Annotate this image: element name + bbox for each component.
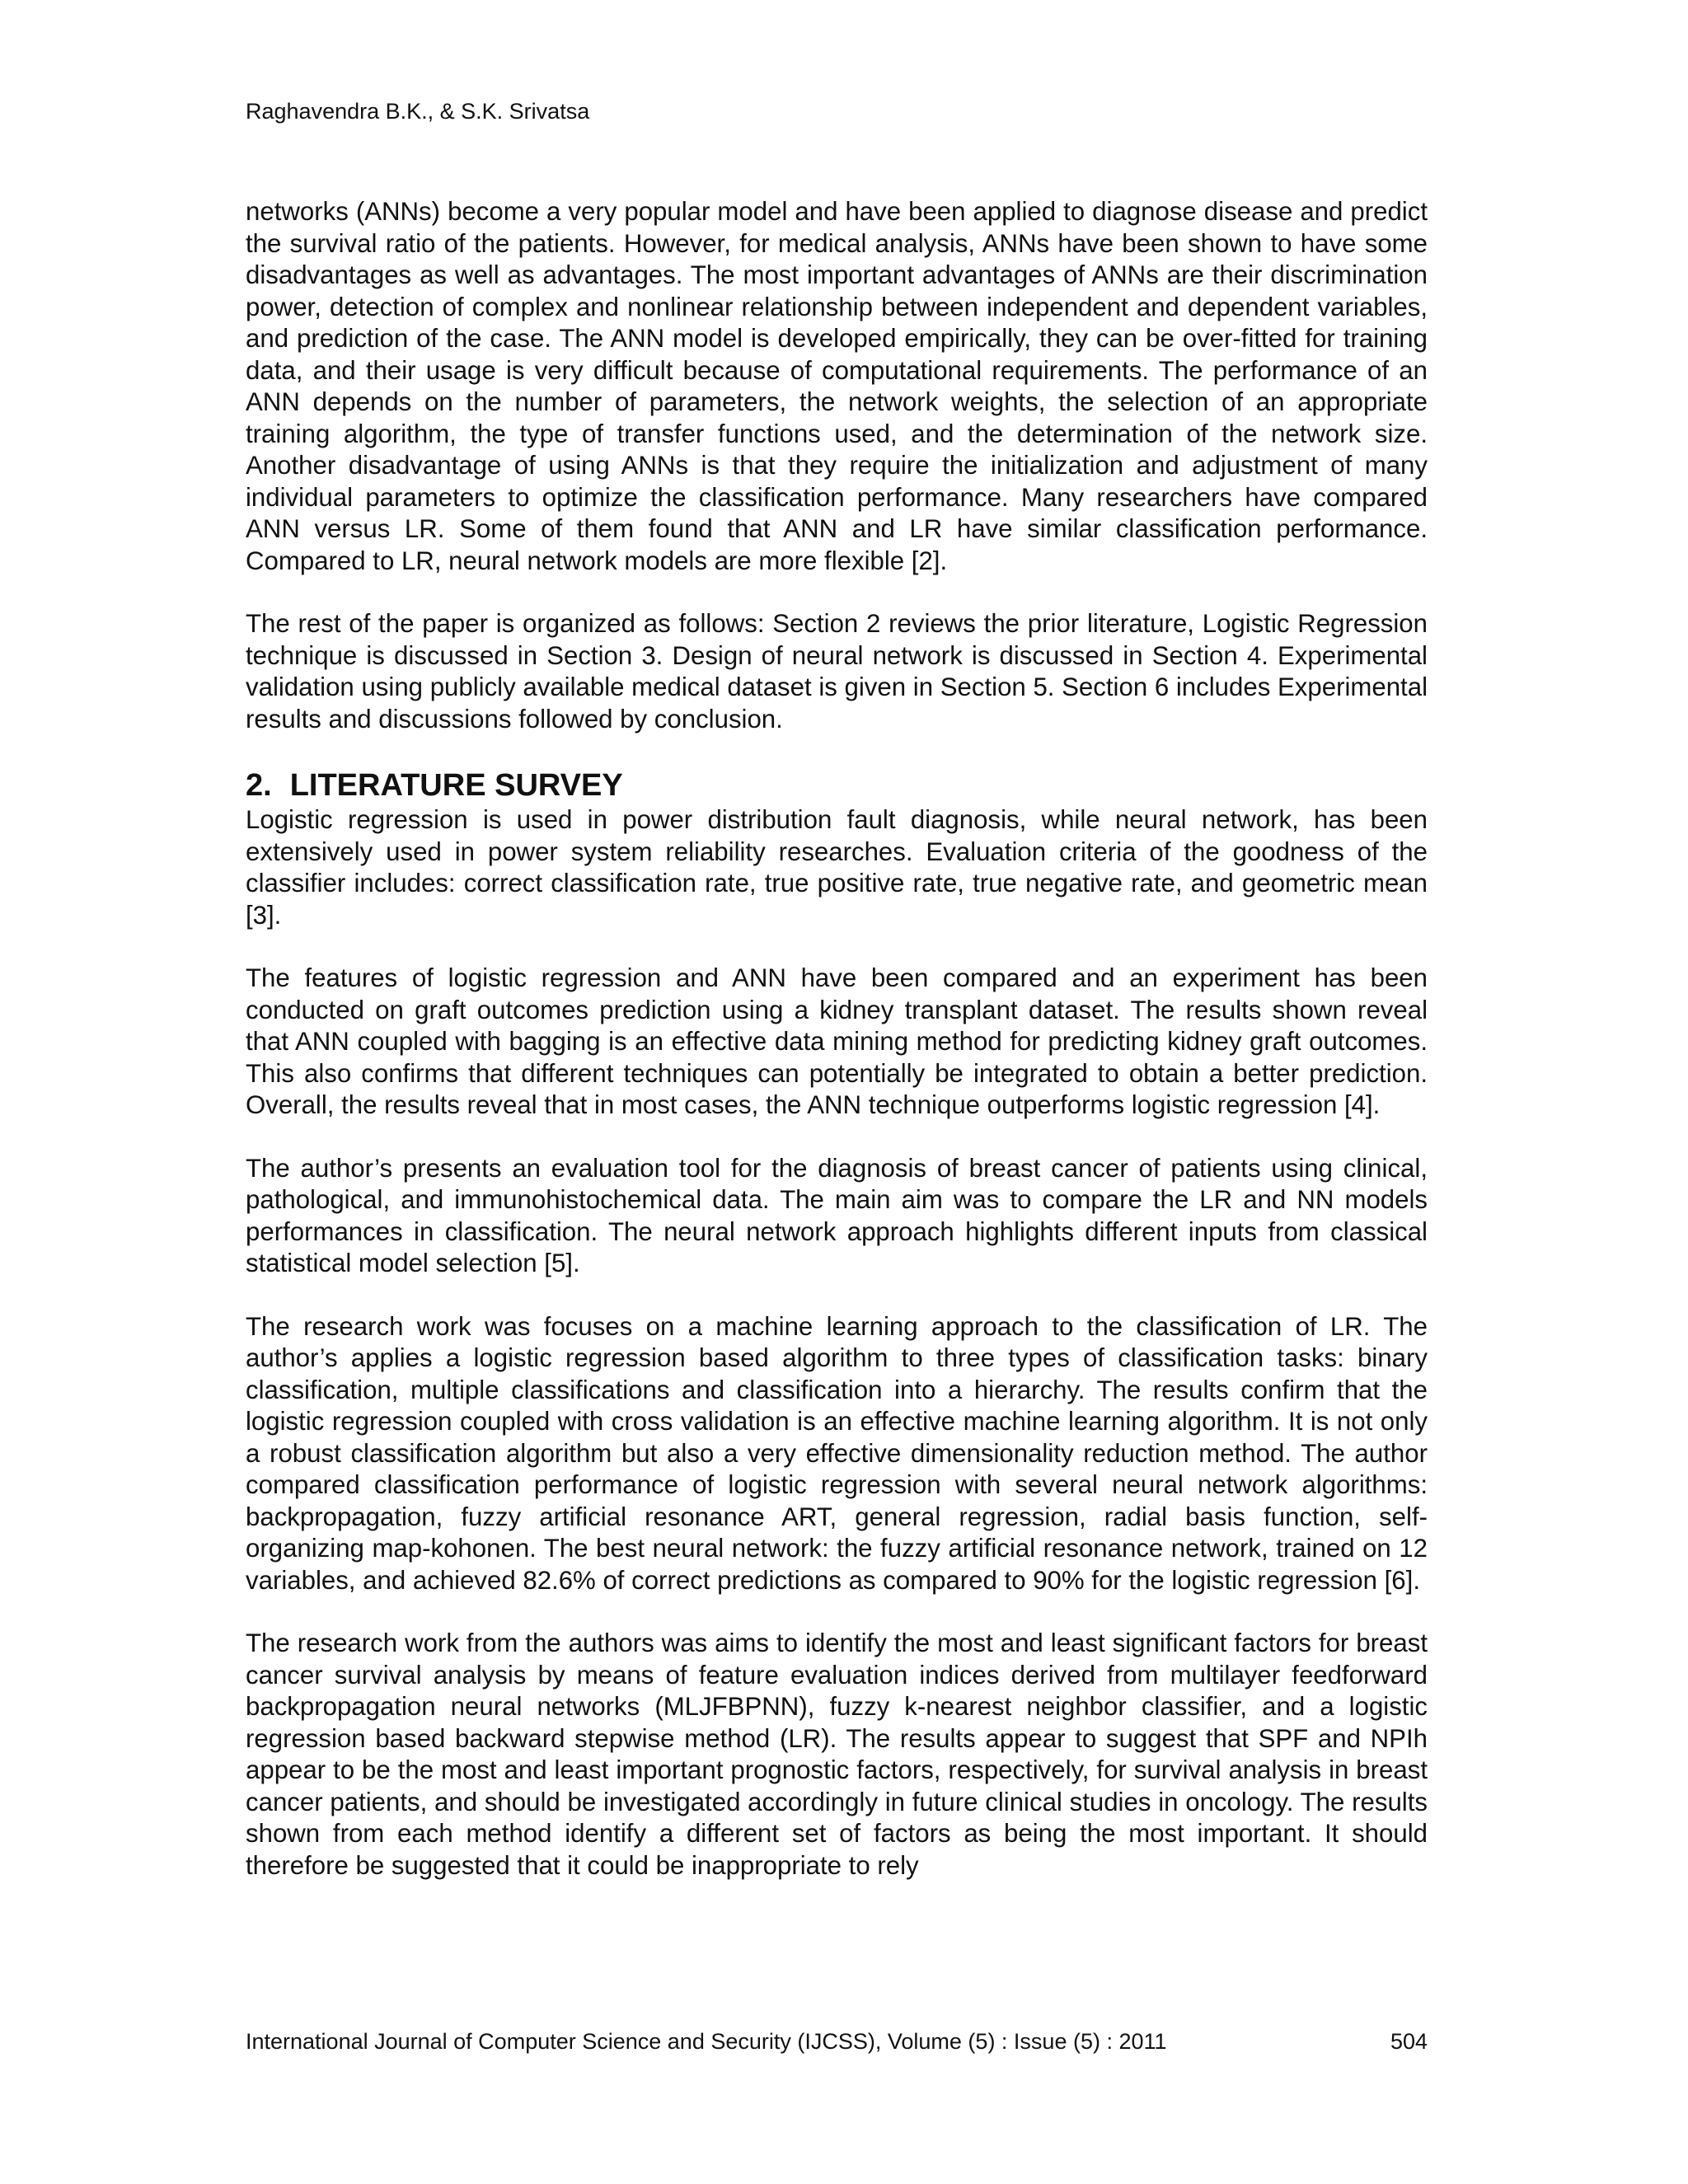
paragraph-paper-organization: The rest of the paper is organized as follows: Section 2 reviews the prior literature, Logistic Regression technique is discussed in Section 3. Design of neural network is discussed in Section 4. Experimental validation using publicly available medical dataset is given in Section 5. Section 6 includes Experimental results and discussions followed by conclusion. <box>246 609 1428 733</box>
paragraph-literature-4: The research work was focuses on a machine learning approach to the classification of LR. The author’s applies a logistic regression based algorithm to three types of classification tasks: binary classification, multiple classifications and classification into a hierarchy. The results confirm that the logistic regression coupled with cross validation is an effective machine learning algorithm. It is not only a robust classification algorithm but also a very effective dimensionality reduction method. The author compared classification performance of logistic regression with several neural network algorithms: backpropagation, fuzzy artificial resonance ART, general regression, radial basis function, self-organizing map-kohonen. The best neural network: the fuzzy artificial resonance network, trained on 12 variables, and achieved 82.6% of correct predictions as compared to 90% for the logistic regression [6]. <box>246 1311 1428 1595</box>
page-footer <box>246 2027 1428 2055</box>
running-header-authors: Raghavendra B.K., & S.K. Srivatsa <box>246 99 590 124</box>
body-text <box>246 196 1428 1913</box>
section-title: LITERATURE SURVEY <box>289 768 623 803</box>
footer-journal-citation: International Journal of Computer Science and Security (IJCSS), Volume (5) : Issue (5) : 2011 <box>246 2029 1167 2054</box>
page-number: 504 <box>1390 2029 1428 2054</box>
paragraph-literature-5: The research work from the authors was aims to identify the most and least significant factors for breast cancer survival analysis by means of feature evaluation indices derived from multilayer feedforward backpropagation neural networks (MLJFBPNN), fuzzy k-nearest neighbor classifier, and a logistic regression based backward stepwise method (LR). The results appear to suggest that SPF and NPIh appear to be the most and least important prognostic factors, respectively, for survival analysis in breast cancer patients, and should be investigated accordingly in future clinical studies in oncology. The results shown from each method identify a different set of factors as being the most important. It should therefore be suggested that it could be inappropriate to rely <box>246 1629 1428 1880</box>
paragraph-intro-ann: networks (ANNs) become a very popular model and have been applied to diagnose disease and predict the survival ratio of the patients. However, for medical analysis, ANNs have been shown to have some disadvantages as well as advantages. The most important advantages of ANNs are their discrimination power, detection of complex and nonlinear relationship between independent and dependent variables, and prediction of the case. The ANN model is developed empirically, they can be over-fitted for training data, and their usage is very difficult because of computational requirements. The performance of an ANN depends on the number of parameters, the network weights, the selection of an appropriate training algorithm, the type of transfer functions used, and the determination of the network size. Another disadvantage of using ANNs is that they require the initialization and adjustment of many individual parameters to optimize the classification performance. Many researchers have compared ANN versus LR. Some of them found that ANN and LR have similar classification performance. Compared to LR, neural network models are more flexible [2]. <box>246 197 1428 575</box>
paragraph-literature-1: Logistic regression is used in power distribution fault diagnosis, while neural network, has been extensively used in power system reliability researches. Evaluation criteria of the goodness of the classifier includes: correct classification rate, true positive rate, true negative rate, and geometric mean [3]. <box>246 805 1428 930</box>
section-heading-literature-survey <box>246 766 1428 804</box>
section-number: 2. <box>246 768 272 803</box>
paragraph-literature-2: The features of logistic regression and ANN have been compared and an experiment has been conducted on graft outcomes prediction using a kidney transplant dataset. The results shown reveal that ANN coupled with bagging is an effective data mining method for predicting kidney graft outcomes. This also confirms that different techniques can potentially be integrated to obtain a better prediction. Overall, the results reveal that in most cases, the ANN technique outperforms logistic regression [4]. <box>246 963 1428 1119</box>
paragraph-literature-3: The author’s presents an evaluation tool for the diagnosis of breast cancer of patients using clinical, pathological, and immunohistochemical data. The main aim was to compare the LR and NN models performances in classification. The neural network approach highlights different inputs from classical statistical model selection [5]. <box>246 1153 1428 1277</box>
